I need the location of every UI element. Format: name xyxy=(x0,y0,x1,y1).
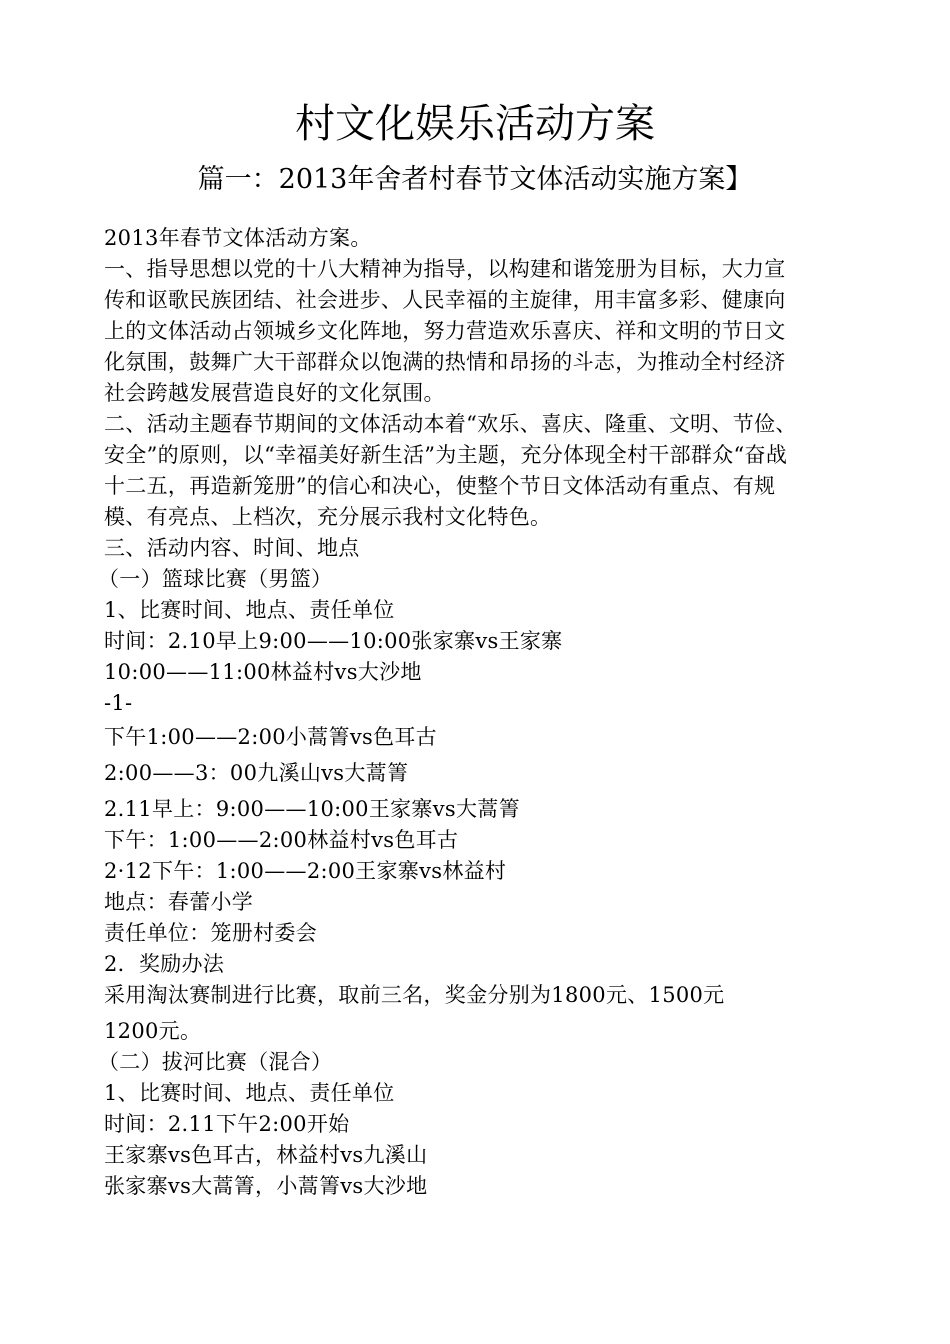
schedule-line: 张家寨vs大蒿箐，小蒿箐vs大沙地 xyxy=(104,1174,428,1198)
text-line: 一、指导思想以党的十八大精神为指导，以构建和谐笼册为目标，大力宣 xyxy=(104,257,786,281)
text-line: 上的文体活动占领城乡文化阵地，努力营造欢乐喜庆、祥和文明的节日文 xyxy=(104,319,786,343)
text-line: 社会跨越发展营造良好的文化氛围。 xyxy=(104,381,445,405)
text-line: 责任单位：笼册村委会 xyxy=(104,921,317,945)
text-line: 1、比赛时间、地点、责任单位 xyxy=(104,1081,395,1105)
section-heading: 三、活动内容、时间、地点 xyxy=(104,536,360,560)
text-line: 2013年春节文体活动方案。 xyxy=(104,226,372,250)
text-line: 1、比赛时间、地点、责任单位 xyxy=(104,598,395,622)
schedule-line: 下午1:00——2:00小蒿箐vs色耳古 xyxy=(104,725,437,749)
document-body xyxy=(98,223,864,1202)
text-line: 地点：春蕾小学 xyxy=(104,890,254,914)
schedule-line: 2·12下午：1:00——2:00王家寨vs林益村 xyxy=(104,859,507,883)
text-line: 安全”的原则，以“幸福美好新生活”为主题，充分体现全村干部群众“奋战 xyxy=(104,443,788,467)
schedule-line: 10:00——11:00林益村vs大沙地 xyxy=(104,660,422,684)
schedule-line: 时间：2.11下午2:00开始 xyxy=(104,1112,350,1136)
schedule-line: 王家寨vs色耳古，林益村vs九溪山 xyxy=(104,1143,428,1167)
text-line: 1200元。 xyxy=(104,1019,202,1043)
text-line: 十二五，再造新笼册”的信心和决心，使整个节日文体活动有重点、有规 xyxy=(104,474,776,498)
schedule-line: 时间：2.10早上9:00——10:00张家寨vs王家寨 xyxy=(104,629,563,653)
subsection-heading: （二）拔河比赛（混合） xyxy=(98,1050,333,1074)
document-subtitle: 篇一：2013年舍者村春节文体活动实施方案】 xyxy=(197,164,753,195)
document-title: 村文化娱乐活动方案 xyxy=(295,101,655,147)
text-line: 二、活动主题春节期间的文体活动本着“欢乐、喜庆、隆重、文明、节俭、 xyxy=(104,412,797,436)
text-line: 2．奖励办法 xyxy=(104,952,225,976)
text-line: 模、有亮点、上档次，充分展示我村文化特色。 xyxy=(104,505,552,529)
schedule-line: 下午：1:00——2:00林益村vs色耳古 xyxy=(104,828,459,852)
text-line: 采用淘汰赛制进行比赛，取前三名，奖金分别为1800元、1500元 xyxy=(104,983,725,1007)
text-line: 化氛围，鼓舞广大干部群众以饱满的热情和昂扬的斗志，为推动全村经济 xyxy=(104,350,786,374)
schedule-line: 2:00——3：00九溪山vs大蒿箐 xyxy=(104,761,409,785)
page-number: -1- xyxy=(104,691,133,715)
schedule-line: 2.11早上：9:00——10:00王家寨vs大蒿箐 xyxy=(104,797,520,821)
text-line: 传和讴歌民族团结、社会进步、人民幸福的主旋律，用丰富多彩、健康向 xyxy=(104,288,786,312)
subsection-heading: （一）篮球比赛（男篮） xyxy=(98,567,333,591)
